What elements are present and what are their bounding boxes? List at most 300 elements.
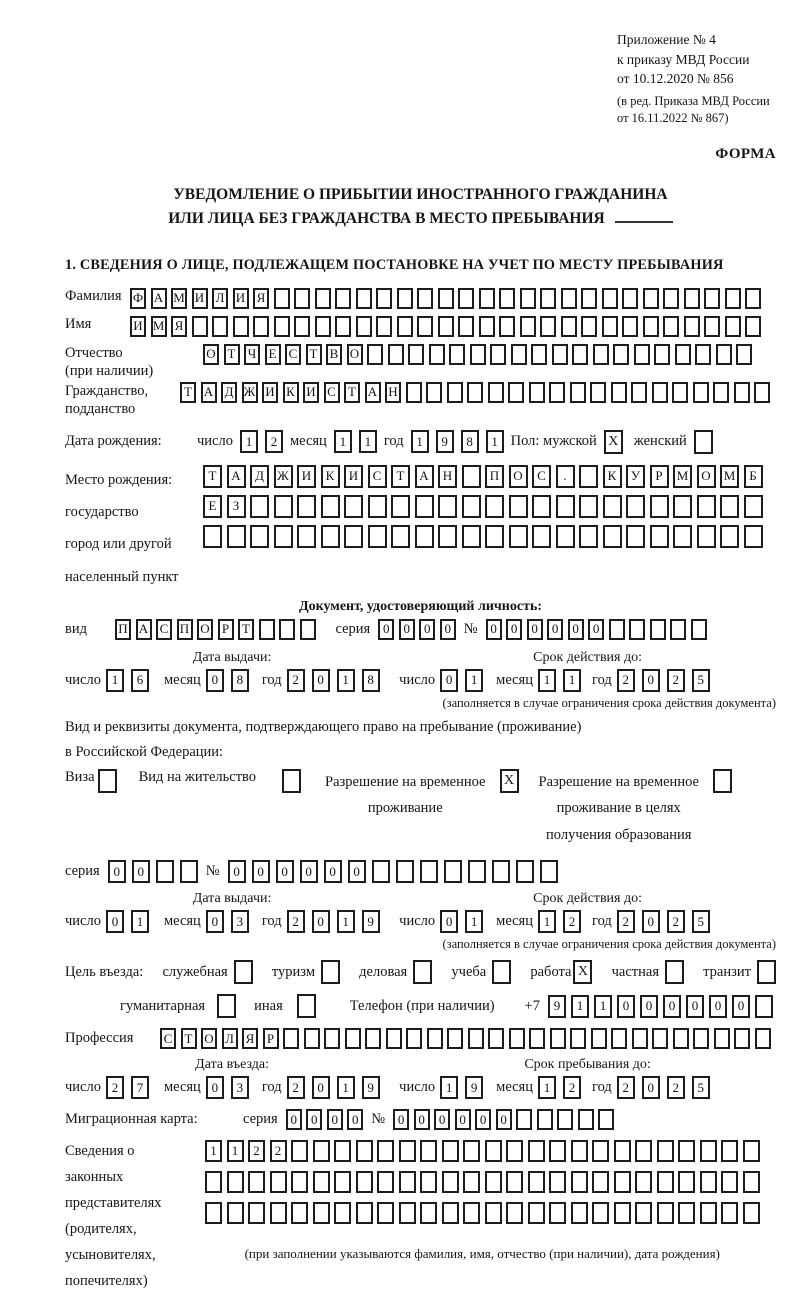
form-cell[interactable]: 0 [527,619,543,640]
form-cell[interactable] [463,1171,480,1193]
form-cell[interactable]: 0 [378,619,394,640]
form-cell[interactable] [672,382,688,403]
form-cell[interactable] [368,525,387,548]
migration-series-cells[interactable] [286,1109,364,1130]
form-cell[interactable]: Р [263,1028,279,1049]
visa-checkbox[interactable] [98,769,117,793]
form-cell[interactable] [300,619,316,640]
form-cell[interactable] [643,288,659,309]
purpose-official-checkbox[interactable] [234,960,253,984]
form-cell[interactable] [274,288,290,309]
form-cell[interactable] [468,860,486,883]
form-cell[interactable]: Ф [130,288,146,309]
form-cell[interactable] [713,382,729,403]
form-cell[interactable]: 0 [440,619,456,640]
form-cell[interactable] [485,495,504,518]
form-cell[interactable]: 0 [132,860,150,883]
form-cell[interactable]: Я [171,316,187,337]
residence-series-cells[interactable] [108,860,198,883]
form-cell[interactable]: К [321,465,340,488]
form-cell[interactable]: З [227,495,246,518]
form-cell[interactable]: 0 [324,860,342,883]
form-cell[interactable]: 5 [692,1076,710,1099]
form-cell[interactable] [549,1171,566,1193]
form-cell[interactable]: 9 [436,430,454,453]
form-cell[interactable] [556,495,575,518]
form-cell[interactable]: М [151,316,167,337]
form-cell[interactable] [470,344,486,365]
form-cell[interactable] [678,1202,695,1224]
purpose-other-checkbox[interactable] [297,994,316,1018]
form-cell[interactable] [391,495,410,518]
form-cell[interactable] [506,1171,523,1193]
form-cell[interactable] [420,860,438,883]
form-cell[interactable] [444,860,462,883]
form-cell[interactable] [442,1140,459,1162]
form-cell[interactable]: Я [253,288,269,309]
form-cell[interactable] [744,525,763,548]
form-cell[interactable]: 0 [642,1076,660,1099]
form-cell[interactable] [516,860,534,883]
form-cell[interactable]: 0 [686,995,704,1018]
form-cell[interactable]: 2 [270,1140,287,1162]
form-cell[interactable] [485,1202,502,1224]
form-cell[interactable] [391,525,410,548]
form-cell[interactable] [377,1202,394,1224]
form-cell[interactable]: И [303,382,319,403]
form-cell[interactable] [598,1109,614,1130]
form-cell[interactable]: 1 [337,669,355,692]
form-cell[interactable] [321,525,340,548]
form-cell[interactable]: 3 [231,1076,249,1099]
form-cell[interactable] [556,525,575,548]
form-cell[interactable] [270,1202,287,1224]
form-cell[interactable] [626,495,645,518]
form-cell[interactable]: С [532,465,551,488]
form-cell[interactable]: 2 [287,1076,305,1099]
form-cell[interactable]: 1 [538,669,556,692]
form-cell[interactable] [463,1202,480,1224]
form-cell[interactable]: Б [744,465,763,488]
form-cell[interactable] [447,1028,463,1049]
form-cell[interactable] [324,1028,340,1049]
form-cell[interactable]: 0 [440,669,458,692]
form-cell[interactable] [716,344,732,365]
form-cell[interactable]: 8 [231,669,249,692]
form-cell[interactable] [571,1202,588,1224]
form-cell[interactable] [356,288,372,309]
form-cell[interactable] [622,316,638,337]
form-cell[interactable] [691,619,707,640]
form-cell[interactable] [603,495,622,518]
form-cell[interactable]: 9 [465,1076,483,1099]
form-cell[interactable]: 0 [206,910,224,933]
form-cell[interactable] [678,1140,695,1162]
form-cell[interactable]: 0 [399,619,415,640]
form-cell[interactable] [488,1028,504,1049]
form-cell[interactable]: 0 [486,619,502,640]
form-cell[interactable]: 8 [461,430,479,453]
form-cell[interactable] [420,1140,437,1162]
form-cell[interactable]: 0 [347,1109,363,1130]
form-cell[interactable] [549,1140,566,1162]
form-cell[interactable] [372,860,390,883]
form-cell[interactable] [506,1140,523,1162]
form-cell[interactable]: 2 [563,1076,581,1099]
form-cell[interactable]: 0 [642,910,660,933]
form-cell[interactable]: 1 [465,910,483,933]
form-cell[interactable] [721,1171,738,1193]
residence-issue-year-cells[interactable] [287,910,380,933]
form-cell[interactable] [345,1028,361,1049]
form-cell[interactable]: 0 [348,860,366,883]
form-cell[interactable] [581,288,597,309]
form-cell[interactable]: 1 [359,430,377,453]
form-cell[interactable] [321,495,340,518]
form-cell[interactable] [376,316,392,337]
form-cell[interactable]: 2 [617,910,635,933]
form-cell[interactable]: Л [212,288,228,309]
form-cell[interactable] [490,344,506,365]
form-cell[interactable] [315,316,331,337]
form-cell[interactable]: 0 [106,910,124,933]
form-cell[interactable]: Т [306,344,322,365]
form-cell[interactable]: Е [265,344,281,365]
form-cell[interactable] [334,1171,351,1193]
form-cell[interactable]: Т [344,382,360,403]
form-cell[interactable] [561,316,577,337]
form-cell[interactable]: Н [385,382,401,403]
citizenship-cells[interactable] [180,382,770,403]
residence-expiry-month-cells[interactable] [538,910,581,933]
form-cell[interactable]: 1 [337,910,355,933]
form-cell[interactable] [334,1202,351,1224]
form-cell[interactable] [227,525,246,548]
form-cell[interactable]: 0 [419,619,435,640]
form-cell[interactable] [356,1140,373,1162]
form-cell[interactable] [438,525,457,548]
form-cell[interactable] [626,525,645,548]
form-cell[interactable] [386,1028,402,1049]
form-cell[interactable] [557,1109,573,1130]
form-cell[interactable] [593,344,609,365]
form-cell[interactable] [479,316,495,337]
form-cell[interactable]: О [347,344,363,365]
residence-permit-checkbox[interactable] [282,769,301,793]
form-cell[interactable] [652,382,668,403]
form-cell[interactable] [650,495,669,518]
form-cell[interactable] [695,344,711,365]
form-cell[interactable] [429,344,445,365]
form-cell[interactable] [408,344,424,365]
form-cell[interactable]: И [192,288,208,309]
form-cell[interactable] [603,525,622,548]
form-cell[interactable]: 0 [475,1109,491,1130]
form-cell[interactable] [304,1028,320,1049]
form-cell[interactable] [509,525,528,548]
form-cell[interactable] [754,382,770,403]
form-cell[interactable] [420,1171,437,1193]
form-cell[interactable] [508,382,524,403]
form-cell[interactable] [415,495,434,518]
form-cell[interactable]: . [556,465,575,488]
form-cell[interactable] [663,288,679,309]
form-cell[interactable] [622,288,638,309]
doc-issue-year-cells[interactable] [287,669,380,692]
form-cell[interactable] [250,525,269,548]
form-cell[interactable] [700,1140,717,1162]
form-cell[interactable] [673,1028,689,1049]
form-cell[interactable]: 1 [538,1076,556,1099]
form-cell[interactable] [532,525,551,548]
form-cell[interactable]: М [171,288,187,309]
form-cell[interactable]: 0 [440,910,458,933]
form-cell[interactable] [725,316,741,337]
form-cell[interactable] [721,1140,738,1162]
form-cell[interactable] [744,495,763,518]
surname-cells[interactable] [130,288,761,309]
form-cell[interactable] [250,495,269,518]
form-cell[interactable] [248,1171,265,1193]
form-cell[interactable] [743,1202,760,1224]
form-cell[interactable] [388,344,404,365]
form-cell[interactable] [635,1202,652,1224]
form-cell[interactable]: 8 [362,669,380,692]
form-cell[interactable] [693,382,709,403]
entry-day-cells[interactable] [106,1076,149,1099]
doc-series-cells[interactable] [378,619,456,640]
form-cell[interactable]: 5 [692,669,710,692]
form-cell[interactable]: 2 [287,669,305,692]
form-cell[interactable] [248,1202,265,1224]
form-cell[interactable]: 0 [312,1076,330,1099]
form-cell[interactable] [438,495,457,518]
form-cell[interactable]: И [262,382,278,403]
form-cell[interactable]: 1 [538,910,556,933]
form-cell[interactable] [462,495,481,518]
form-cell[interactable] [376,288,392,309]
form-cell[interactable] [528,1171,545,1193]
form-cell[interactable] [212,316,228,337]
stay-year-cells[interactable] [617,1076,710,1099]
form-cell[interactable] [270,1171,287,1193]
representatives-cells-row1[interactable] [205,1140,760,1162]
form-cell[interactable]: 0 [286,1109,302,1130]
form-cell[interactable] [532,495,551,518]
form-cell[interactable]: В [326,344,342,365]
form-cell[interactable]: 9 [548,995,566,1018]
purpose-tourism-checkbox[interactable] [321,960,340,984]
form-cell[interactable] [614,1202,631,1224]
form-cell[interactable]: А [151,288,167,309]
form-cell[interactable] [721,1202,738,1224]
form-cell[interactable]: 0 [312,669,330,692]
form-cell[interactable] [592,1202,609,1224]
form-cell[interactable] [579,465,598,488]
purpose-business-checkbox[interactable] [413,960,432,984]
form-cell[interactable]: Л [222,1028,238,1049]
form-cell[interactable] [458,288,474,309]
form-cell[interactable] [426,382,442,403]
form-cell[interactable] [449,344,465,365]
form-cell[interactable] [714,1028,730,1049]
form-cell[interactable] [485,525,504,548]
form-cell[interactable] [579,495,598,518]
form-cell[interactable] [613,344,629,365]
form-cell[interactable]: Н [438,465,457,488]
form-cell[interactable] [509,495,528,518]
form-cell[interactable] [693,1028,709,1049]
form-cell[interactable] [334,1140,351,1162]
form-cell[interactable] [602,316,618,337]
form-cell[interactable] [540,860,558,883]
form-cell[interactable]: И [344,465,363,488]
form-cell[interactable] [180,860,198,883]
form-cell[interactable]: 0 [617,995,635,1018]
form-cell[interactable]: Т [181,1028,197,1049]
form-cell[interactable] [279,619,295,640]
form-cell[interactable] [205,1171,222,1193]
form-cell[interactable] [397,288,413,309]
form-cell[interactable] [479,288,495,309]
form-cell[interactable] [734,382,750,403]
form-cell[interactable] [579,525,598,548]
form-cell[interactable] [592,1171,609,1193]
form-cell[interactable]: 0 [496,1109,512,1130]
form-cell[interactable]: А [415,465,434,488]
form-cell[interactable]: Е [203,495,222,518]
form-cell[interactable] [614,1140,631,1162]
form-cell[interactable] [511,344,527,365]
form-cell[interactable] [516,1109,532,1130]
doc-expiry-month-cells[interactable] [538,669,581,692]
form-cell[interactable]: 1 [563,669,581,692]
form-cell[interactable]: 0 [327,1109,343,1130]
form-cell[interactable] [650,525,669,548]
form-cell[interactable] [365,1028,381,1049]
form-cell[interactable] [274,316,290,337]
form-cell[interactable] [755,1028,771,1049]
doc-issue-month-cells[interactable] [206,669,249,692]
form-cell[interactable] [335,288,351,309]
form-cell[interactable]: 0 [640,995,658,1018]
form-cell[interactable] [406,382,422,403]
form-cell[interactable] [335,316,351,337]
form-cell[interactable] [643,316,659,337]
form-cell[interactable]: Т [203,465,222,488]
form-cell[interactable] [734,1028,750,1049]
form-cell[interactable] [274,495,293,518]
form-cell[interactable]: 0 [312,910,330,933]
form-cell[interactable]: 2 [667,910,685,933]
birthplace-cells-row3[interactable] [203,525,763,548]
form-cell[interactable]: А [365,382,381,403]
form-cell[interactable]: О [201,1028,217,1049]
phone-cells[interactable] [548,995,773,1018]
form-cell[interactable] [635,1171,652,1193]
form-cell[interactable] [725,288,741,309]
form-cell[interactable]: 1 [465,669,483,692]
form-cell[interactable] [745,288,761,309]
form-cell[interactable]: 1 [205,1140,222,1162]
form-cell[interactable] [415,525,434,548]
form-cell[interactable] [499,316,515,337]
form-cell[interactable] [578,1109,594,1130]
form-cell[interactable]: 9 [362,910,380,933]
stay-month-cells[interactable] [538,1076,581,1099]
form-cell[interactable] [540,288,556,309]
form-cell[interactable]: У [626,465,645,488]
birth-year-cells[interactable] [411,430,504,453]
form-cell[interactable] [297,525,316,548]
form-cell[interactable]: Т [180,382,196,403]
form-cell[interactable] [397,316,413,337]
form-cell[interactable] [467,382,483,403]
form-cell[interactable] [227,1202,244,1224]
form-cell[interactable]: 2 [265,430,283,453]
form-cell[interactable]: 3 [231,910,249,933]
form-cell[interactable] [233,316,249,337]
form-cell[interactable] [552,344,568,365]
residence-issue-month-cells[interactable] [206,910,249,933]
form-cell[interactable]: Я [242,1028,258,1049]
form-cell[interactable]: 0 [732,995,750,1018]
form-cell[interactable] [427,1028,443,1049]
form-cell[interactable] [447,382,463,403]
form-cell[interactable] [678,1171,695,1193]
migration-number-cells[interactable] [393,1109,614,1130]
form-cell[interactable] [540,316,556,337]
form-cell[interactable]: 1 [334,430,352,453]
form-cell[interactable] [313,1171,330,1193]
form-cell[interactable]: 0 [455,1109,471,1130]
form-cell[interactable]: 6 [131,669,149,692]
form-cell[interactable] [442,1202,459,1224]
form-cell[interactable] [438,316,454,337]
form-cell[interactable] [344,495,363,518]
form-cell[interactable] [492,860,510,883]
profession-cells[interactable] [160,1028,771,1049]
form-cell[interactable]: 1 [571,995,589,1018]
purpose-study-checkbox[interactable] [492,960,511,984]
form-cell[interactable] [581,316,597,337]
sex-male-checkbox[interactable]: X [604,430,623,454]
form-cell[interactable] [570,382,586,403]
birth-month-cells[interactable] [334,430,377,453]
doc-issue-day-cells[interactable] [106,669,149,692]
form-cell[interactable] [520,288,536,309]
form-cell[interactable] [291,1171,308,1193]
form-cell[interactable] [549,382,565,403]
form-cell[interactable]: 0 [206,1076,224,1099]
form-cell[interactable] [700,1202,717,1224]
residence-expiry-year-cells[interactable] [617,910,710,933]
form-cell[interactable] [657,1140,674,1162]
form-cell[interactable] [550,1028,566,1049]
stay-day-cells[interactable] [440,1076,483,1099]
form-cell[interactable] [609,619,625,640]
form-cell[interactable] [657,1202,674,1224]
form-cell[interactable]: 1 [106,669,124,692]
form-cell[interactable] [485,1171,502,1193]
form-cell[interactable] [700,1171,717,1193]
form-cell[interactable]: О [197,619,213,640]
form-cell[interactable] [673,525,692,548]
form-cell[interactable]: Д [221,382,237,403]
form-cell[interactable]: 2 [667,1076,685,1099]
form-cell[interactable] [720,525,739,548]
doc-number-cells[interactable] [486,619,707,640]
